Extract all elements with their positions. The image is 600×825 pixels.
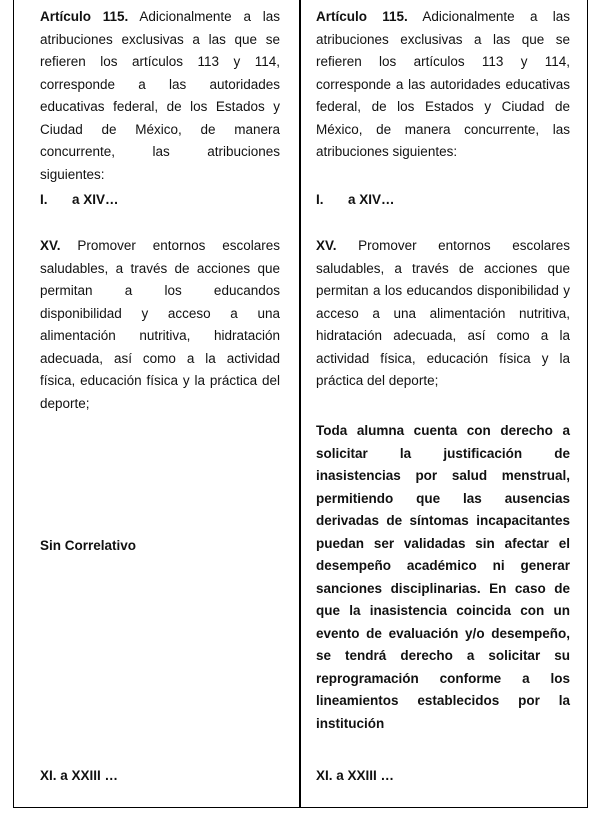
fraction-range-right: I. a XIV… — [316, 192, 395, 207]
fraction-xv-text-left: Promover entornos escolares saludables, a través de acciones que permitan a los educandos disponibilidad y acceso a una alimentación nutritiva, hidratación adecuada, así como a la actividad física, educación física y la práctica del deporte; — [40, 238, 280, 411]
left-column — [14, 0, 301, 807]
tail-fractions-left: XI. a XXIII … — [40, 768, 119, 783]
right-column — [301, 0, 587, 807]
article-text-right: Adicionalmente a las atribuciones exclusivas a las que se refieren los artículos 113 y 114, corresponde a las autoridades educativas federal, de los Estados y Ciudad de México, de manera concurrente, las atribuciones siguientes: — [316, 9, 570, 159]
fraction-xv-right — [316, 235, 570, 393]
fraction-xv-heading-right: XV. — [316, 238, 337, 253]
sin-correlativo-label: Sin Correlativo — [40, 538, 137, 553]
fraction-range-left: I. a XIV… — [40, 192, 119, 207]
fraction-xv-heading-left: XV. — [40, 238, 61, 253]
article-heading-right: Artículo 115. — [316, 9, 408, 24]
article-paragraph-right — [316, 6, 570, 164]
fraction-xv-left — [40, 235, 280, 415]
article-text-left: Adicionalmente a las atribuciones exclusivas a las que se refieren los artículos 113 y 114, corresponde a las autoridades educativas federal, de los Estados y Ciudad de México, de manera concurrente, las atribuciones siguientes: — [40, 9, 280, 182]
article-paragraph-left — [40, 6, 280, 186]
comparison-table — [13, 0, 588, 808]
new-paragraph-menstrual-health: Toda alumna cuenta con derecho a solicitar la justificación de inasistencias por salud menstrual, permitiendo que las ausencias derivadas de síntomas incapacitantes puedan ser validadas sin afectar el desempeño académico ni generar sanciones disciplinarias. En caso de que la inasistencia coincida con un evento de evaluación y/o desempeño, se tendrá derecho a solicitar su reprogramación conforme a los lineamientos establecidos por la institución — [316, 423, 570, 731]
article-heading-left: Artículo 115. — [40, 9, 129, 24]
tail-fractions-right: XI. a XXIII … — [316, 768, 395, 783]
fraction-xv-text-right: Promover entornos escolares saludables, a través de acciones que permitan a los educandos disponibilidad y acceso a una alimentación nutritiva, hidratación adecuada, así como a la actividad física, educación física y la práctica del deporte; — [316, 238, 570, 388]
